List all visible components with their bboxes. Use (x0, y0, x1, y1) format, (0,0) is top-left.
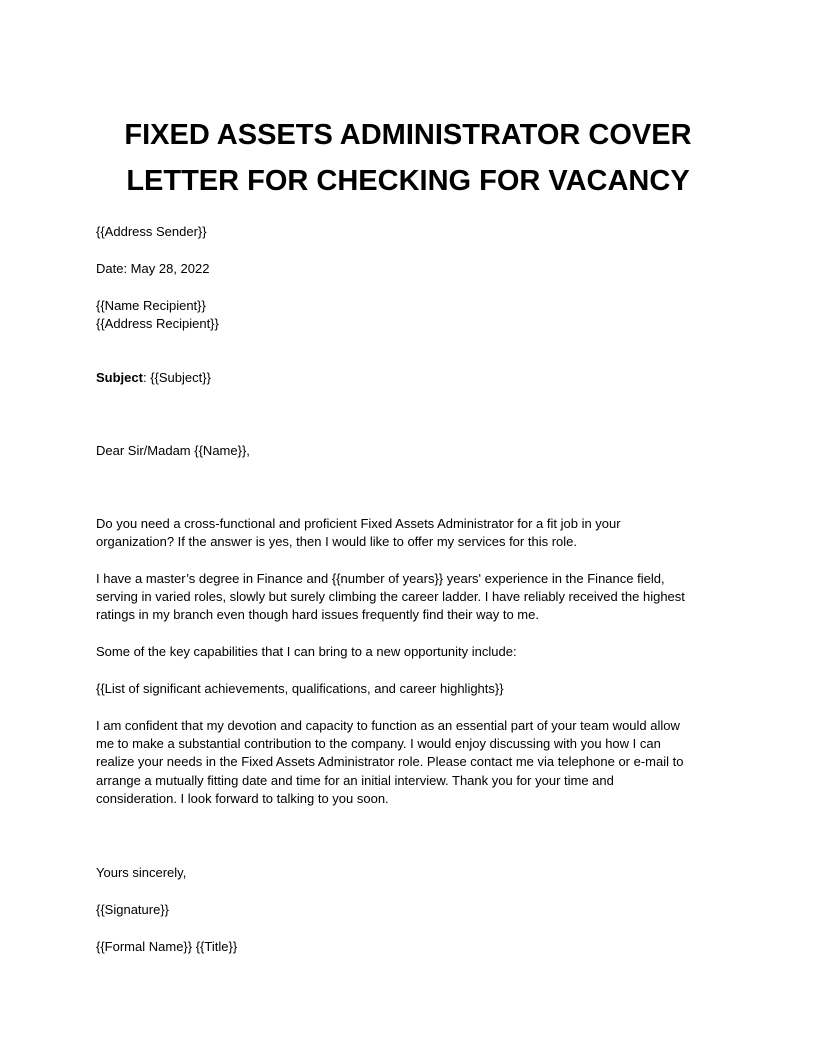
paragraph-line: serving in varied roles, slowly but surely climbing the career ladder. I have reliably received the highest (96, 589, 685, 605)
subject-value: : {{Subject}} (142, 370, 211, 385)
formal-name-title: {{Formal Name}} {{Title}} (96, 939, 238, 954)
salutation: Dear Sir/Madam {{Name}}, (96, 443, 250, 458)
recipient-name: {{Name Recipient}} (96, 298, 206, 313)
recipient-address: {{Address Recipient}} (96, 316, 219, 331)
letter-date: Date: May 28, 2022 (96, 261, 210, 276)
signature-placeholder: {{Signature}} (96, 902, 170, 917)
page-title (0, 112, 816, 204)
paragraph-experience (96, 570, 726, 625)
paragraph-line: me to make a substantial contribution to the company. I would enjoy discussing with you how I can (96, 736, 661, 752)
paragraph-line: I have a master’s degree in Finance and {{number of years}} years' experience in the Finance field, (96, 571, 665, 586)
subject-line (96, 369, 211, 387)
paragraph-closing (96, 717, 726, 808)
achievements-placeholder: {{List of significant achievements, qualifications, and career highlights}} (96, 681, 504, 696)
paragraph-line: I am confident that my devotion and capacity to function as an essential part of your team would allow (96, 718, 680, 733)
title-line-2: LETTER FOR CHECKING FOR VACANCY (126, 165, 690, 197)
subject-label: Subject (96, 370, 143, 385)
paragraph-line: ratings in my branch even though hard issues frequently find their way to me. (96, 607, 539, 623)
paragraph-line: realize your needs in the Fixed Assets Administrator role. Please contact me via telephone or e-mail to (96, 754, 684, 770)
paragraph-line: arrange a mutually fitting date and time for an initial interview. Thank you for your time and (96, 772, 614, 788)
paragraph-line: Do you need a cross-functional and proficient Fixed Assets Administrator for a fit job in your (96, 516, 621, 531)
address-sender: {{Address Sender}} (96, 224, 207, 239)
title-line-1: FIXED ASSETS ADMINISTRATOR COVER (124, 119, 692, 151)
paragraph-capabilities: Some of the key capabilities that I can bring to a new opportunity include: (96, 644, 517, 659)
paragraph-intro (96, 515, 726, 551)
closing-phrase: Yours sincerely, (96, 865, 187, 880)
paragraph-line: organization? If the answer is yes, then I would like to offer my services for this role. (96, 534, 577, 550)
paragraph-line: consideration. I look forward to talking to you soon. (96, 790, 389, 806)
